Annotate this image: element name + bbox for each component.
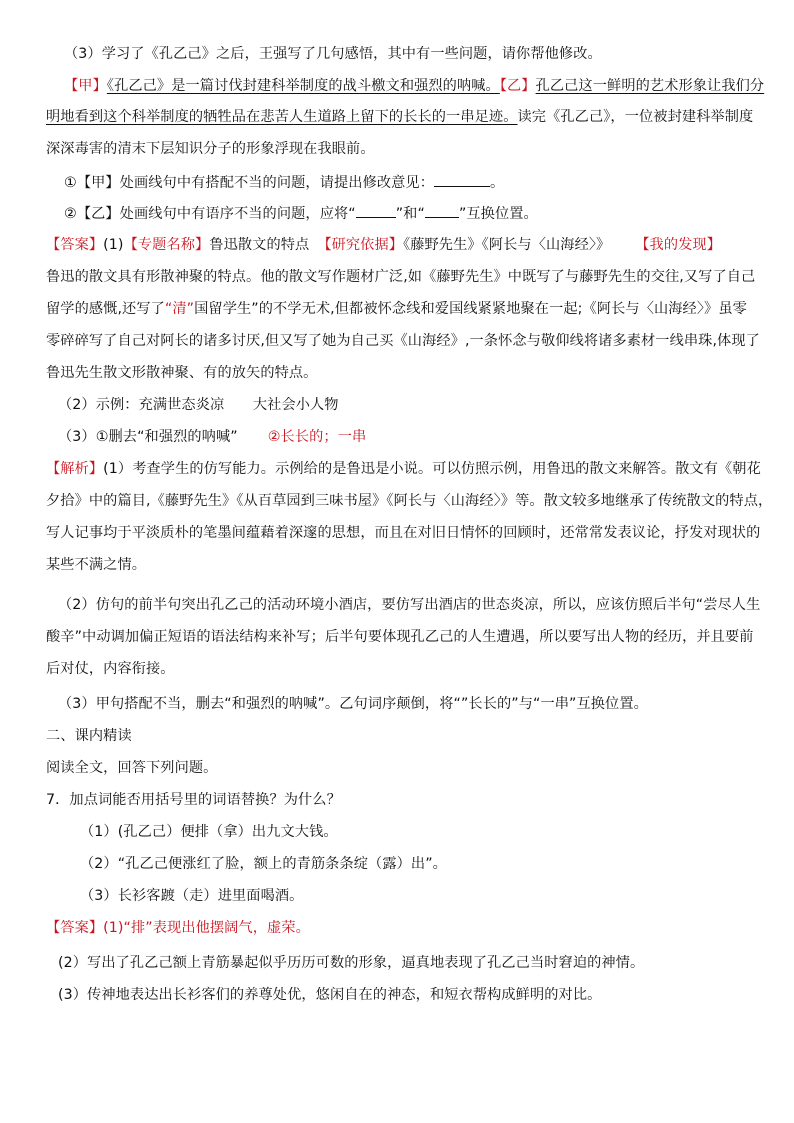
answer7-line1 [46,918,756,938]
yi-label: 【乙】 [499,78,536,94]
topic-label: 【专题名称】 [123,237,210,253]
subquestion-1 [64,172,774,193]
analysis-line8: （3）甲句搭配不当，删去“和强烈的呐喊”。乙句词序颠倒，将“”长长的”与“一串”互换位置。 [58,696,648,712]
yi-sentence-part1: 孔乙己这一鲜明的艺术形象让我们分 [535,78,765,94]
analysis-line3: 写人记事均于平淡质朴的笔墨间蕴藉着深邃的思想，而且在对旧日情怀的回顾时，还常常发表议论，抒发对现状的 [46,525,761,541]
answer-line7 [58,427,768,447]
subquestion-2 [64,203,774,224]
jia-sentence: 《孔乙己》是一篇讨伐封建科举制度的战斗檄文和强烈的呐喊。 [106,78,500,94]
subquestion-2-text: ②【乙】处画线句中有语序不当的问题，应将“ [64,206,356,222]
basis-label: 【研究依据】 [317,237,404,253]
analysis-line5: （2）仿句的前半句突出孔乙己的活动环境小酒店，要仿写出酒店的世态炎凉，所以，应该仿照后半句“尝尽人生 [58,597,761,613]
answer-part-1: （3）①删去“和强烈的呐喊” [58,429,238,445]
answer-line2: 鲁迅的散文具有形散神聚的特点。他的散文写作题材广泛,如《藤野先生》中既写了与藤野先生的交往,又写了自己 [46,269,756,285]
question3-paragraph-line3: 深深毒害的清末下层知识分子的形象浮现在我眼前。 [46,141,375,157]
answer-line3 [46,299,756,319]
basis-text: 《藤野先生》《阿长与〈山海经〉》 [403,237,611,253]
question3-intro: （3）学习了《孔乙己》之后，王强写了几句感悟，其中有一些问题，请你帮他修改。 [64,46,602,62]
subquestion-2-end: ”互换位置。 [458,206,538,222]
subquestion-1-end: 。 [490,175,505,191]
answer-label: 【答案】 [46,920,104,936]
subquestion-1-text: ①【甲】处画线句中有搭配不当的问题，请提出修改意见： [64,175,435,191]
question-7-item-2: （2）“孔乙己便涨红了脸，额上的青筋条条绽（露）出”。 [80,856,447,872]
analysis-text: (1）考查学生的仿写能力。示例给的是鲁迅是小说。可以仿照示例，用鲁迅的散文来解答。散文有《朝花 [103,461,761,477]
answer-line4: 零碎碎写了自己对阿长的诸多讨厌,但又写了她为自己买《山海经》,一条怀念与敬仰线将诸多素材一线串珠,体现了 [46,333,760,349]
question-7-item-1: （1）(孔乙己）便排（拿）出九文大钱。 [80,824,338,840]
question-7: 7．加点词能否用括号里的词语替换？为什么？ [46,792,341,808]
section-instruction: 阅读全文，回答下列问题。 [46,760,218,776]
question-7-item-3: （3）长衫客踱（走）进里面喝酒。 [80,888,304,904]
analysis-label: 【解析】 [46,461,104,477]
answer-quote: “清” [164,301,195,317]
analysis-line4: 某些不满之情。 [46,557,147,573]
answer-text: 留学的感慨,还写了 [46,301,165,317]
yi-sentence-part2: 明地看到这个科举制度的牺牲品在悲苦人生道路上留下的长长的一串足迹。 [46,109,518,125]
answer7-line2: (2）写出了孔乙己额上青筋暴起似乎历历可数的形象，逼真地表现了孔乙己当时窘迫的神情。 [58,955,645,971]
answer7-line3: (3）传神地表达出长衫客们的养尊处优，悠闲自在的神态，和短衣帮构成鲜明的对比。 [58,987,602,1003]
answer-line1 [46,235,756,255]
answer-line6: （2）示例：充满世态炎凉 大社会小人物 [58,397,339,413]
analysis-line7: 后对仗，内容衔接。 [46,661,175,677]
section-title: 二、课内精读 [46,728,132,744]
answer-number: (1) [103,237,124,253]
analysis-line1 [46,459,761,479]
question3-paragraph-line1 [64,76,774,96]
answer-line5: 鲁迅先生散文形散神聚、有的放矢的特点。 [46,365,318,381]
analysis-line6: 酸辛”中动调加偏正短语的语法结构来补写；后半句要体现孔乙己的人生遭遇，所以要写出人物的经历，并且要前 [46,629,754,645]
answer-text: 国留学生”的不学无术,但都被怀念线和爱国线紧紧地聚在一起;《阿长与〈山海经〉》虽零 [194,301,747,317]
analysis-line2: 夕拾》中的篇目,《藤野先生》《从百草园到三味书屋》《阿长与〈山海经〉》等。散文较多地继承了传统散文的特点， [46,493,773,509]
jia-label: 【甲】 [64,78,107,94]
answer-label: 【答案】 [46,237,104,253]
discovery-label: 【我的发现】 [642,237,721,253]
question3-paragraph-line2 [46,107,756,127]
answer-blank [434,172,490,187]
subquestion-2-mid: ”和“ [395,206,425,222]
topic-text: 鲁迅散文的特点 [209,237,310,253]
answer-blank [356,203,396,218]
answer-part-2: ②长长的；一串 [267,429,367,445]
paragraph-text: 读完《孔乙己》，一位被封建科举制度 [517,109,754,125]
answer-blank [425,203,459,218]
answer-text: (1)“排”表现出他摆阔气，虚荣。 [103,920,310,936]
